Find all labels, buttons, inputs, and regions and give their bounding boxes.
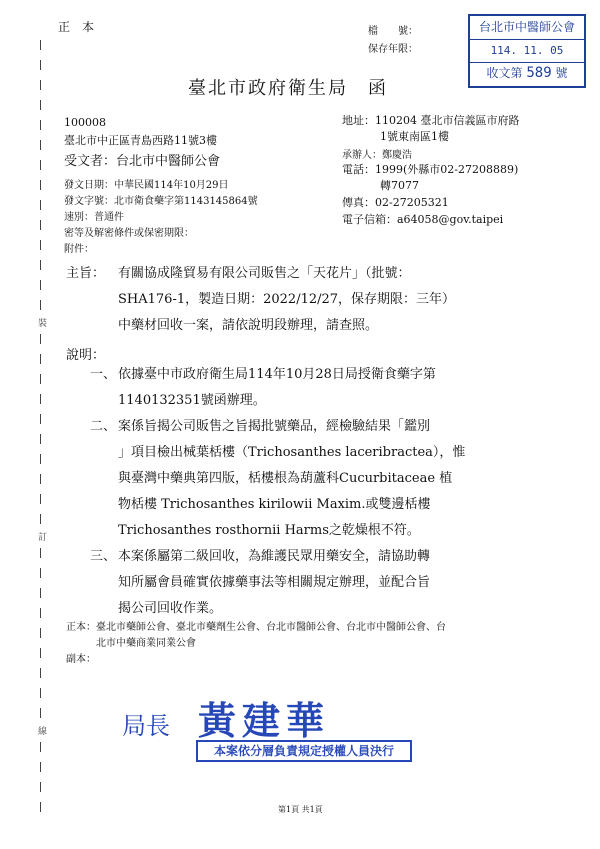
delegation-stamp: 本案依分層負責規定授權人員決行 [196, 740, 412, 762]
item-1-line-1: 依據臺中市政府衛生局114年10月28日局授衛食藥字第 [118, 367, 436, 382]
item-3-number: 三、 [90, 549, 117, 564]
handler: 承辦人：鄭慶浩 [342, 150, 412, 161]
binding-mark-3: 線 [38, 727, 48, 737]
security-level: 密等及解密條件或保密期限： [64, 228, 194, 239]
stamp-org: 台北市中醫師公會 [470, 16, 584, 40]
binding-line [38, 0, 48, 849]
file-no-label: 檔 號： [368, 26, 418, 37]
item-2-line-4: 物栝樓 Trichosanthes kirilowii Maxim.或雙邊栝樓 [118, 497, 431, 512]
page-footer: 第1頁 共1頁 [278, 805, 323, 814]
issue-number: 發文字號：北市衛食藥字第1143145864號 [64, 196, 258, 207]
signature-title: 局長 [122, 712, 170, 740]
stamp-receipt-suffix: 號 [555, 66, 568, 80]
signature-name: 黃建華 [198, 699, 331, 743]
phone-1: 電話：1999(外縣市02-27208889) [342, 163, 519, 176]
distribution-copy-label: 副本： [66, 654, 96, 665]
item-1-number: 一、 [90, 367, 117, 382]
item-2-line-1: 案係旨揭公司販售之旨揭批號藥品，經檢驗結果「鑑別 [118, 419, 431, 434]
attachment: 附件： [64, 244, 94, 255]
item-2-line-2: 」項目檢出械葉栝樓（Trichosanthes laceribractea），惟 [118, 445, 466, 460]
distribution-main-label: 正本： [66, 622, 96, 633]
sender-address-1: 地址：110204 臺北市信義區市府路 [342, 114, 520, 127]
subject-line-3: 中藥材回收一案，請依說明段辦理，請查照。 [118, 318, 379, 333]
email: 電子信箱：a64058@gov.taipei [342, 213, 504, 226]
stamp-receipt-prefix: 收文第 [486, 66, 523, 80]
distribution-main-line-1: 臺北市藥師公會、臺北市藥劑生公會、台北市醫師公會、台北市中醫師公會、台 [96, 622, 446, 633]
retention-label: 保存年限： [368, 44, 418, 55]
item-3-line-1: 本案係屬第二級回收，為維護民眾用藥安全，請協助轉 [118, 549, 431, 564]
binding-mark-2: 訂 [38, 533, 48, 543]
stamp-receipt [470, 62, 584, 85]
item-2-number: 二、 [90, 419, 117, 434]
issue-date: 發文日期：中華民國114年10月29日 [64, 180, 229, 191]
document-title: 臺北市政府衛生局 函 [188, 78, 388, 99]
receipt-stamp [468, 14, 586, 88]
sender-address-2: 1號東南區1樓 [380, 130, 449, 143]
subject-line-2: SHA176-1，製造日期：2022/12/27，保存期限：三年） [118, 292, 456, 307]
distribution-main-line-2: 北市中藥商業同業公會 [96, 638, 196, 649]
speed: 速別：普通件 [64, 212, 124, 223]
phone-2: 轉7077 [380, 179, 419, 192]
postal-code: 100008 [64, 116, 106, 129]
subject-line-1: 有關協成隆貿易有限公司販售之「天花片」（批號： [118, 266, 411, 281]
item-3-line-2: 知所屬會員確實依據藥事法等相關規定辦理，並配合旨 [118, 575, 431, 590]
explanation-label: 說明： [66, 348, 106, 363]
binding-mark-1: 裝 [38, 319, 48, 329]
item-2-line-5: Trichosanthes rosthornii Harms之乾燥根不符。 [118, 523, 420, 538]
stamp-date: 114. 11. 05 [470, 39, 584, 63]
subject-label: 主旨： [66, 266, 106, 281]
recipient: 受文者：台北市中醫師公會 [64, 154, 221, 169]
item-2-line-3: 與臺灣中藥典第四版，栝樓根為葫蘆科Cucurbitaceae 植 [118, 471, 453, 486]
item-3-line-3: 揭公司回收作業。 [118, 601, 223, 616]
stamp-receipt-no: 589 [526, 65, 552, 81]
fax: 傳真：02-27205321 [342, 196, 449, 209]
recipient-address: 臺北市中正區青島西路11號3樓 [64, 134, 217, 147]
item-1-line-2: 1140132351號函辦理。 [118, 393, 266, 408]
copy-label: 正 本 [58, 20, 95, 34]
